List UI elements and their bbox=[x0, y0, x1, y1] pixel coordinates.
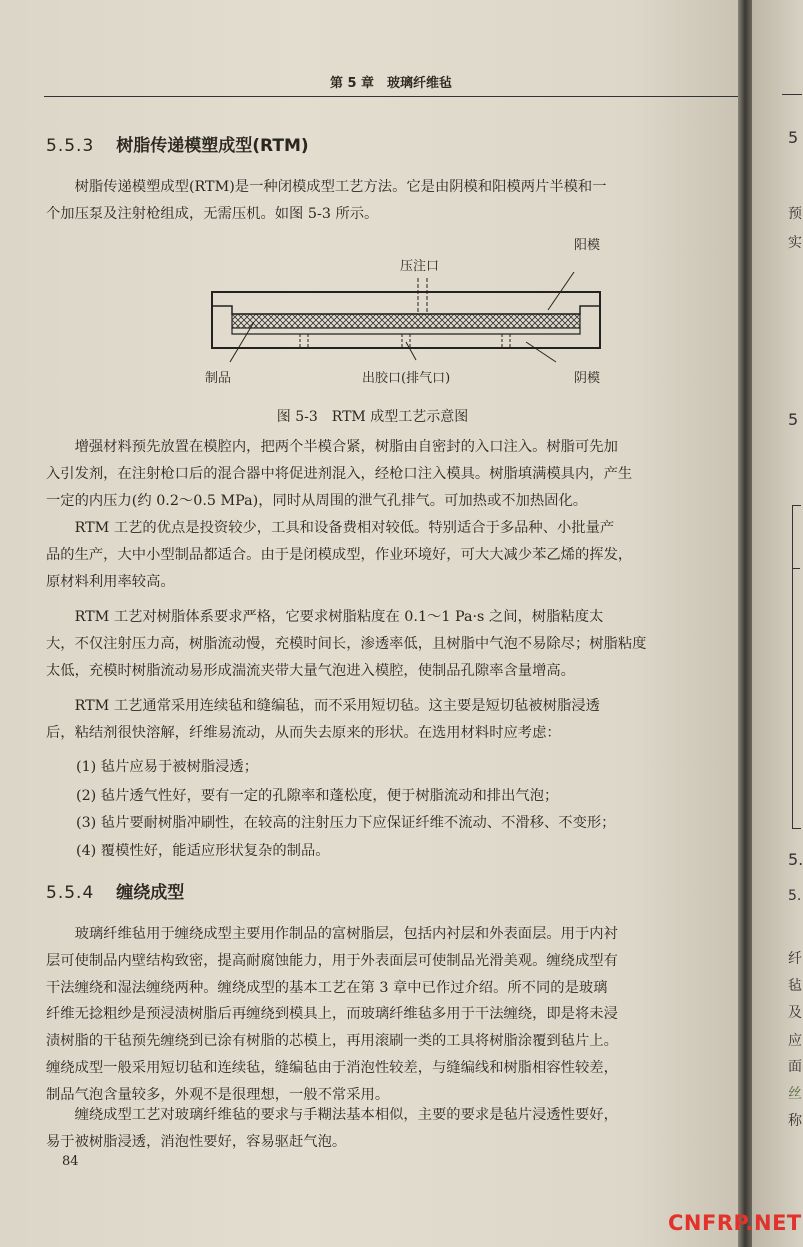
paragraph-process bbox=[46, 434, 734, 514]
text-line: 干法缠绕和湿法缠绕两种。缠绕成型的基本工艺在第 3 章中已作过介绍。所不同的是玻璃 bbox=[46, 979, 608, 996]
next-page-fragment: 5. bbox=[788, 888, 802, 904]
header-rule bbox=[44, 96, 738, 97]
next-page-fragment: 毡 bbox=[788, 978, 802, 994]
text-line: 制品气泡含量较多，外观不是很理想，一般不常采用。 bbox=[46, 1086, 390, 1103]
figure-caption: 图 5-3 RTM 成型工艺示意图 bbox=[276, 409, 469, 425]
text-line: 大，不仅注射压力高，树脂流动慢，充模时间长，渗透率低，且树脂中气泡不易除尽；树脂粘度 bbox=[46, 635, 647, 652]
text-line: RTM 工艺对树脂体系要求严格，它要求树脂粘度在 0.1～1 Pa·s 之间，树脂粘度太 bbox=[46, 609, 604, 625]
section-title: 缠绕成型 bbox=[116, 883, 185, 903]
cavity-bottom bbox=[232, 328, 580, 334]
text-line: 一定的内压力(约 0.2～0.5 MPa)，同时从周围的泄气孔排气。可加热或不加热固化。 bbox=[46, 492, 588, 509]
label-injection-port: 压注口 bbox=[400, 259, 440, 274]
text-line: 入引发剂，在注射枪口后的混合器中将促进剂混入，经枪口注入模具。树脂填满模具内，产生 bbox=[46, 465, 633, 482]
paragraph-requirements bbox=[46, 1102, 734, 1156]
text-line: 品的生产，大中小型制品都适合。由于是闭模成型，作业环境好，可大大减少苯乙烯的挥发， bbox=[46, 546, 633, 563]
running-header: 第 5 章 玻璃纤维毡 bbox=[329, 76, 453, 91]
text-line: 缠绕成型工艺对玻璃纤维毡的要求与手糊法基本相似，主要的要求是毡片浸透性要好， bbox=[46, 1107, 618, 1123]
list-item: (4) 覆模性好，能适应形状复杂的制品。 bbox=[76, 843, 330, 859]
next-page-fragment: 5 bbox=[788, 410, 799, 429]
next-page-fragment: 面 bbox=[788, 1059, 802, 1075]
next-page-fragment: 丝 bbox=[788, 1086, 802, 1102]
next-page-fragment: 及 bbox=[788, 1005, 802, 1021]
paragraph-winding bbox=[46, 921, 734, 1109]
male-mold-shape bbox=[212, 292, 600, 314]
page-number: 84 bbox=[62, 1154, 79, 1169]
paragraph-advantages bbox=[46, 515, 734, 595]
section-heading-5-5-4 bbox=[46, 878, 184, 903]
label-outlet: 出胶口(排气口) bbox=[362, 371, 451, 386]
text-line: 后，粘结剂很快溶解，纤维易流动，从而失去原来的形状。在选用材料时应考虑： bbox=[46, 724, 561, 741]
paragraph-mats bbox=[46, 693, 734, 747]
section-title: 树脂传递模塑成型(RTM) bbox=[116, 136, 309, 156]
text-line: RTM 工艺通常采用连续毡和缝编毡，而不采用短切毡。这主要是短切毡被树脂浸透 bbox=[46, 698, 600, 714]
section-number: 5.5.3 bbox=[46, 136, 95, 156]
site-watermark: CNFRP.NET bbox=[668, 1211, 802, 1235]
next-page-edge bbox=[752, 0, 803, 1247]
next-page-fragment: 实 bbox=[788, 235, 802, 251]
list-item: (3) 毡片要耐树脂冲刷性，在较高的注射压力下应保证纤维不流动、不滑移、不变形； bbox=[76, 815, 616, 831]
text-line: 树脂传递模塑成型(RTM)是一种闭模成型工艺方法。它是由阴模和阳模两片半模和一 bbox=[46, 179, 607, 195]
label-female-mold: 阴模 bbox=[574, 371, 601, 386]
next-page-fragment: 应 bbox=[788, 1033, 802, 1049]
next-page-fragment: 预 bbox=[788, 206, 802, 222]
text-line: 个加压泵及注射枪组成，无需压机。如图 5-3 所示。 bbox=[46, 205, 379, 222]
book-gutter bbox=[738, 0, 752, 1247]
text-line: 缠绕成型一般采用短切毡和连续毡，缝编毡由于消泡性较差，与缝编线和树脂相容性较差， bbox=[46, 1059, 618, 1076]
next-page-fragment: 纤 bbox=[788, 951, 802, 967]
label-male-mold: 阳模 bbox=[574, 238, 601, 253]
text-line: 太低，充模时树脂流动易形成湍流夹带大量气泡进入模腔，使制品孔隙率含量增高。 bbox=[46, 662, 575, 679]
list-item: (2) 毡片透气性好，要有一定的孔隙率和蓬松度，便于树脂流动和排出气泡； bbox=[76, 788, 559, 804]
section-number: 5.5.4 bbox=[46, 883, 95, 903]
intro-paragraph bbox=[46, 174, 734, 228]
next-page-fragment: 5 bbox=[788, 128, 799, 147]
product-layer bbox=[232, 314, 580, 328]
section-heading-5-5-3 bbox=[46, 131, 309, 156]
text-line: 纤维无捻粗纱是预浸渍树脂后再缠绕到模具上，而玻璃纤维毡多用于干法缠绕，即是将未浸 bbox=[46, 1006, 618, 1023]
text-line: 易于被树脂浸透，消泡性要好，容易驱赶气泡。 bbox=[46, 1133, 347, 1150]
text-line: 层可使制品内壁结构致密，提高耐腐蚀能力，用于外表面层可使制品光滑美观。缠绕成型有 bbox=[46, 952, 618, 969]
next-page-fragment: 称 bbox=[788, 1113, 802, 1129]
text-line: 玻璃纤维毡用于缠绕成型主要用作制品的富树脂层，包括内衬层和外表面层。用于内衬 bbox=[46, 926, 618, 942]
text-line: 增强材料预先放置在模腔内，把两个半模合紧，树脂由自密封的入口注入。树脂可先加 bbox=[46, 439, 618, 455]
paragraph-viscosity bbox=[46, 604, 734, 684]
label-product: 制品 bbox=[205, 371, 232, 386]
text-line: 原材料利用率较高。 bbox=[46, 573, 175, 590]
next-page-fragment: 5. bbox=[788, 850, 803, 869]
list-item: (1) 毡片应易于被树脂浸透； bbox=[76, 759, 259, 775]
text-line: 渍树脂的干毡预先缠绕到已涂有树脂的芯模上，再用滚刷一类的工具将树脂涂覆到毡片上。 bbox=[46, 1033, 618, 1050]
text-line: RTM 工艺的优点是投资较少，工具和设备费相对较低。特别适合于多品种、小批量产 bbox=[46, 520, 615, 536]
